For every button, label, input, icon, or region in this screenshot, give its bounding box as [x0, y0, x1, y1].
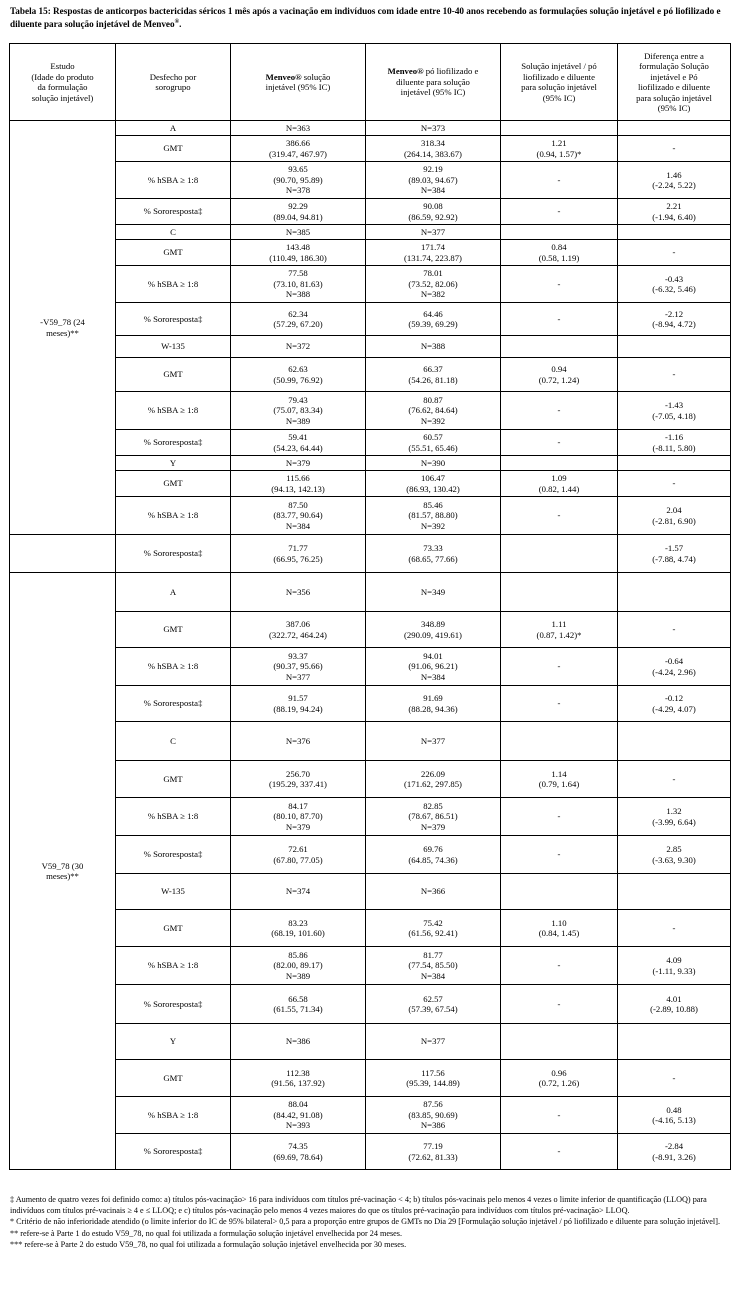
table-row [10, 303, 731, 336]
endpoint-label: GMT [116, 240, 231, 266]
ratio-cell: - [501, 497, 618, 535]
endpoint-label: % Sororesposta‡ [116, 1134, 231, 1170]
caption-end: . [179, 19, 182, 29]
endpoint-label: % Sororesposta‡ [116, 199, 231, 225]
difference-cell [618, 722, 731, 761]
value-po: 64.46 (59.39, 69.29) [366, 303, 501, 336]
value-po: 85.46 (81.57, 88.80) N=392 [366, 497, 501, 535]
value-solucao: 71.77 (66.95, 76.25) [231, 535, 366, 573]
endpoint-label: GMT [116, 471, 231, 497]
value-po: 226.09 (171.62, 297.85) [366, 761, 501, 798]
difference-cell [618, 573, 731, 612]
value-solucao: 88.04 (84.42, 91.08) N=393 [231, 1097, 366, 1134]
value-po: 77.19 (72.62, 81.33) [366, 1134, 501, 1170]
value-solucao: 91.57 (88.19, 94.24) [231, 686, 366, 722]
endpoint-label: % hSBA ≥ 1:8 [116, 497, 231, 535]
endpoint-label: GMT [116, 910, 231, 947]
ratio-cell: 0.84 (0.58, 1.19) [501, 240, 618, 266]
difference-cell: - [618, 471, 731, 497]
header-desfecho: Desfecho por sorogrupo [116, 44, 231, 121]
table-row [10, 874, 731, 910]
value-solucao: N=376 [231, 722, 366, 761]
ratio-cell: - [501, 1134, 618, 1170]
value-solucao: 83.23 (68.19, 101.60) [231, 910, 366, 947]
value-po: N=349 [366, 573, 501, 612]
header-menveo-rest: solução injetável (95% IC) [265, 71, 331, 92]
endpoint-label: % hSBA ≥ 1:8 [116, 947, 231, 985]
ratio-cell: - [501, 303, 618, 336]
value-po: 60.57 (55.51, 65.46) [366, 430, 501, 456]
difference-cell: 4.09 (-1.11, 9.33) [618, 947, 731, 985]
value-po: 318.34 (264.14, 383.67) [366, 136, 501, 162]
n-po: N=373 [366, 121, 501, 136]
n-po: N=388 [366, 336, 501, 358]
difference-cell: 2.21 (-1.94, 6.40) [618, 199, 731, 225]
endpoint-label: W-135 [116, 874, 231, 910]
table-row [10, 1024, 731, 1060]
value-solucao: 79.43 (75.07, 83.34) N=389 [231, 392, 366, 430]
n-po: N=390 [366, 456, 501, 471]
ratio-cell: - [501, 199, 618, 225]
table-row [10, 836, 731, 874]
table-row [10, 336, 731, 358]
ratio-cell: 1.11 (0.87, 1.42)* [501, 612, 618, 648]
serogroup-label: C [116, 225, 231, 240]
value-solucao: N=386 [231, 1024, 366, 1060]
difference-cell [618, 1024, 731, 1060]
value-po: 73.33 (68.65, 77.66) [366, 535, 501, 573]
value-po: 90.08 (86.59, 92.92) [366, 199, 501, 225]
results-table [9, 43, 731, 1170]
value-solucao: 386.66 (319.47, 467.97) [231, 136, 366, 162]
difference-cell: - [618, 1060, 731, 1097]
n-po: N=377 [366, 225, 501, 240]
ratio-cell [501, 722, 618, 761]
value-po: 81.77 (77.54, 85.50) N=384 [366, 947, 501, 985]
table-row [10, 1097, 731, 1134]
ratio-cell: - [501, 430, 618, 456]
ratio-cell: - [501, 162, 618, 199]
table-row [10, 985, 731, 1024]
header-row [10, 44, 731, 121]
endpoint-label: % hSBA ≥ 1:8 [116, 392, 231, 430]
table-row [10, 910, 731, 947]
ratio-cell: - [501, 798, 618, 836]
value-po: N=377 [366, 722, 501, 761]
endpoint-label: % Sororesposta‡ [116, 303, 231, 336]
header-difference: Diferença entre a formulação Solução injetável e Pó liofilizado e diluente para solução injetável (95% IC) [618, 44, 731, 121]
table-row [10, 573, 731, 612]
value-solucao: 59.41 (54.23, 64.44) [231, 430, 366, 456]
table-row [10, 535, 731, 573]
difference-cell [618, 121, 731, 136]
table-row [10, 1134, 731, 1170]
difference-cell [618, 225, 731, 240]
serogroup-label: W-135 [116, 336, 231, 358]
difference-cell: 2.85 (-3.63, 9.30) [618, 836, 731, 874]
header-estudo: Estudo (Idade do produto da formulação solução injetável) [10, 44, 116, 121]
difference-cell: 4.01 (-2.89, 10.88) [618, 985, 731, 1024]
endpoint-label: % hSBA ≥ 1:8 [116, 1097, 231, 1134]
ratio-cell: 1.14 (0.79, 1.64) [501, 761, 618, 798]
table-row [10, 612, 731, 648]
value-solucao: 387.06 (322.72, 464.24) [231, 612, 366, 648]
endpoint-label: % Sororesposta‡ [116, 430, 231, 456]
footnote-4: *** refere-se à Parte 2 do estudo V59_78, no qual foi utilizada a formulação solução injetável envelhecida por 30 meses. [10, 1239, 407, 1249]
value-po: 75.42 (61.56, 92.41) [366, 910, 501, 947]
table-row [10, 430, 731, 456]
ratio-cell: - [501, 947, 618, 985]
header-menveo-po [366, 44, 501, 121]
endpoint-label: C [116, 722, 231, 761]
value-po: 62.57 (57.39, 67.54) [366, 985, 501, 1024]
difference-cell: - [618, 358, 731, 392]
value-solucao: 87.50 (83.77, 90.64) N=384 [231, 497, 366, 535]
difference-cell: -0.64 (-4.24, 2.96) [618, 648, 731, 686]
difference-cell: - [618, 910, 731, 947]
header-menveo-solucao [231, 44, 366, 121]
difference-cell: -1.57 (-7.88, 4.74) [618, 535, 731, 573]
difference-cell: - [618, 240, 731, 266]
value-solucao: 93.37 (90.37, 95.66) N=377 [231, 648, 366, 686]
ratio-cell [501, 336, 618, 358]
difference-cell: 1.32 (-3.99, 6.64) [618, 798, 731, 836]
value-solucao: 112.38 (91.56, 137.92) [231, 1060, 366, 1097]
serogroup-label: Y [116, 456, 231, 471]
endpoint-label: Y [116, 1024, 231, 1060]
study-label-24-meses: -V59_78 (24 meses)** [10, 121, 116, 535]
value-solucao: 85.86 (82.00, 89.17) N=389 [231, 947, 366, 985]
endpoint-label: % Sororesposta‡ [116, 985, 231, 1024]
ratio-cell: - [501, 985, 618, 1024]
table-caption [10, 5, 730, 31]
difference-cell [618, 336, 731, 358]
footnote-3: ** refere-se à Parte 1 do estudo V59_78, no qual foi utilizada a formulação solução injetável envelhecida por 24 meses. [10, 1228, 403, 1238]
value-po: 78.01 (73.52, 82.06) N=382 [366, 266, 501, 303]
ratio-cell: 1.21 (0.94, 1.57)* [501, 136, 618, 162]
value-solucao: 77.58 (73.10, 81.63) N=388 [231, 266, 366, 303]
ratio-cell: - [501, 648, 618, 686]
table-row [10, 392, 731, 430]
n-solucao: N=385 [231, 225, 366, 240]
table-row [10, 471, 731, 497]
value-po: 106.47 (86.93, 130.42) [366, 471, 501, 497]
footnote-2: * Critério de não inferioridade atendido (o limite inferior do IC de 95% bilateral> 0,5 para a proporção entre grupos de GMTs no Dia 29 [Formulação solução injetável / pó liofilizado e diluente para solução injetável]. [10, 1217, 720, 1227]
table-row [10, 240, 731, 266]
ratio-cell: - [501, 392, 618, 430]
difference-cell [618, 456, 731, 471]
ratio-cell [501, 874, 618, 910]
ratio-cell: - [501, 1097, 618, 1134]
table-row [10, 798, 731, 836]
difference-cell: -0.43 (-6.32, 5.46) [618, 266, 731, 303]
endpoint-label: % Sororesposta‡ [116, 836, 231, 874]
value-po: 91.69 (88.28, 94.36) [366, 686, 501, 722]
difference-cell [618, 874, 731, 910]
value-solucao: 84.17 (80.10, 87.70) N=379 [231, 798, 366, 836]
study-label-30-meses: V59_78 (30 meses)** [10, 573, 116, 1170]
table-row [10, 121, 731, 136]
value-po: N=366 [366, 874, 501, 910]
value-solucao: N=356 [231, 573, 366, 612]
value-solucao: 72.61 (67.80, 77.05) [231, 836, 366, 874]
header-menveo2-brand: Menveo® [387, 66, 424, 77]
ratio-cell [501, 456, 618, 471]
table-row [10, 648, 731, 686]
n-solucao: N=372 [231, 336, 366, 358]
endpoint-label: GMT [116, 358, 231, 392]
value-solucao: 62.34 (57.29, 67.20) [231, 303, 366, 336]
value-po: 66.37 (54.26, 81.18) [366, 358, 501, 392]
difference-cell: - [618, 761, 731, 798]
endpoint-label: GMT [116, 761, 231, 798]
table-row [10, 136, 731, 162]
value-solucao: 74.35 (69.69, 78.64) [231, 1134, 366, 1170]
ratio-cell: 0.94 (0.72, 1.24) [501, 358, 618, 392]
ratio-cell [501, 225, 618, 240]
footnotes [10, 1194, 731, 1250]
endpoint-label: % hSBA ≥ 1:8 [116, 798, 231, 836]
value-solucao: 143.48 (110.49, 186.30) [231, 240, 366, 266]
value-solucao: 115.66 (94.13, 142.13) [231, 471, 366, 497]
endpoint-label: GMT [116, 612, 231, 648]
table-row [10, 162, 731, 199]
endpoint-label: A [116, 573, 231, 612]
difference-cell: - [618, 136, 731, 162]
table-row [10, 266, 731, 303]
difference-cell: -1.16 (-8.11, 5.80) [618, 430, 731, 456]
table-row [10, 225, 731, 240]
value-solucao: N=374 [231, 874, 366, 910]
value-po: 117.56 (95.39, 144.89) [366, 1060, 501, 1097]
table-row [10, 722, 731, 761]
difference-cell: 0.48 (-4.16, 5.13) [618, 1097, 731, 1134]
table-row [10, 761, 731, 798]
value-po: 80.87 (76.62, 84.64) N=392 [366, 392, 501, 430]
ratio-cell: - [501, 266, 618, 303]
table-row [10, 199, 731, 225]
difference-cell: 1.46 (-2.24, 5.22) [618, 162, 731, 199]
value-solucao: 62.63 (50.99, 76.92) [231, 358, 366, 392]
value-po: 69.76 (64.85, 74.36) [366, 836, 501, 874]
caption-text: Tabela 15: Respostas de anticorpos bactericidas séricos 1 mês após a vacinação em indivíduos com idade entre 10-40 anos recebendo as formulações solução injetável e pó liofilizado e diluente para solução injetável de Menveo [10, 6, 721, 29]
value-po: N=377 [366, 1024, 501, 1060]
value-solucao: 66.58 (61.55, 71.34) [231, 985, 366, 1024]
n-solucao: N=363 [231, 121, 366, 136]
n-solucao: N=379 [231, 456, 366, 471]
endpoint-label: % hSBA ≥ 1:8 [116, 162, 231, 199]
ratio-cell [501, 1024, 618, 1060]
endpoint-label: % Sororesposta‡ [116, 535, 231, 573]
serogroup-label: A [116, 121, 231, 136]
empty-study-cell [10, 535, 116, 573]
table-row [10, 1060, 731, 1097]
header-menveo-brand: Menveo® [265, 71, 302, 82]
ratio-cell: 1.10 (0.84, 1.45) [501, 910, 618, 947]
value-po: 92.19 (89.03, 94.67) N=384 [366, 162, 501, 199]
table-row [10, 358, 731, 392]
endpoint-label: GMT [116, 1060, 231, 1097]
endpoint-label: GMT [116, 136, 231, 162]
table-row [10, 456, 731, 471]
value-solucao: 93.65 (90.70, 95.89) N=378 [231, 162, 366, 199]
value-po: 348.89 (290.09, 419.61) [366, 612, 501, 648]
ratio-cell: - [501, 686, 618, 722]
caption-registered-mark: ® [174, 18, 180, 25]
value-solucao: 92.29 (89.04, 94.81) [231, 199, 366, 225]
ratio-cell: 1.09 (0.82, 1.44) [501, 471, 618, 497]
difference-cell: -2.12 (-8.94, 4.72) [618, 303, 731, 336]
table-row [10, 947, 731, 985]
header-ratio: Solução injetável / pó liofilizado e diluente para solução injetável (95% IC) [501, 44, 618, 121]
endpoint-label: % hSBA ≥ 1:8 [116, 648, 231, 686]
ratio-cell [501, 535, 618, 573]
difference-cell: -0.12 (-4.29, 4.07) [618, 686, 731, 722]
difference-cell: -1.43 (-7.05, 4.18) [618, 392, 731, 430]
footnote-1: ‡ Aumento de quatro vezes foi definido como: a) títulos pós-vacinação> 16 para indivíduos com títulos pré-vacinação < 4; b) títulos pós-vacinais pelo menos 4 vezes o limite inferior de quantificação (LLOQ) para indivíduos com títulos pré-vacinais ≥ 4 e ≤ LLOQ; e c) títulos pós-vacinação pelo menos 4 vezes maiores do que os títulos pré-vacinação para indivíduos com títulos pré-vacinação> LLOQ. [10, 1195, 707, 1216]
table-row [10, 686, 731, 722]
header-menveo2-rest: pó liofilizado e diluente para solução injetável (95% IC) [396, 66, 479, 98]
value-po: 94.01 (91.06, 96.21) N=384 [366, 648, 501, 686]
difference-cell: -2.84 (-8.91, 3.26) [618, 1134, 731, 1170]
ratio-cell: 0.96 (0.72, 1.26) [501, 1060, 618, 1097]
table-row [10, 497, 731, 535]
ratio-cell: - [501, 836, 618, 874]
value-po: 87.56 (83.85, 90.69) N=386 [366, 1097, 501, 1134]
endpoint-label: % hSBA ≥ 1:8 [116, 266, 231, 303]
value-solucao: 256.70 (195.29, 337.41) [231, 761, 366, 798]
ratio-cell [501, 573, 618, 612]
endpoint-label: % Sororesposta‡ [116, 686, 231, 722]
value-po: 82.85 (78.67, 86.51) N=379 [366, 798, 501, 836]
ratio-cell [501, 121, 618, 136]
value-po: 171.74 (131.74, 223.87) [366, 240, 501, 266]
difference-cell: 2.04 (-2.81, 6.90) [618, 497, 731, 535]
difference-cell: - [618, 612, 731, 648]
